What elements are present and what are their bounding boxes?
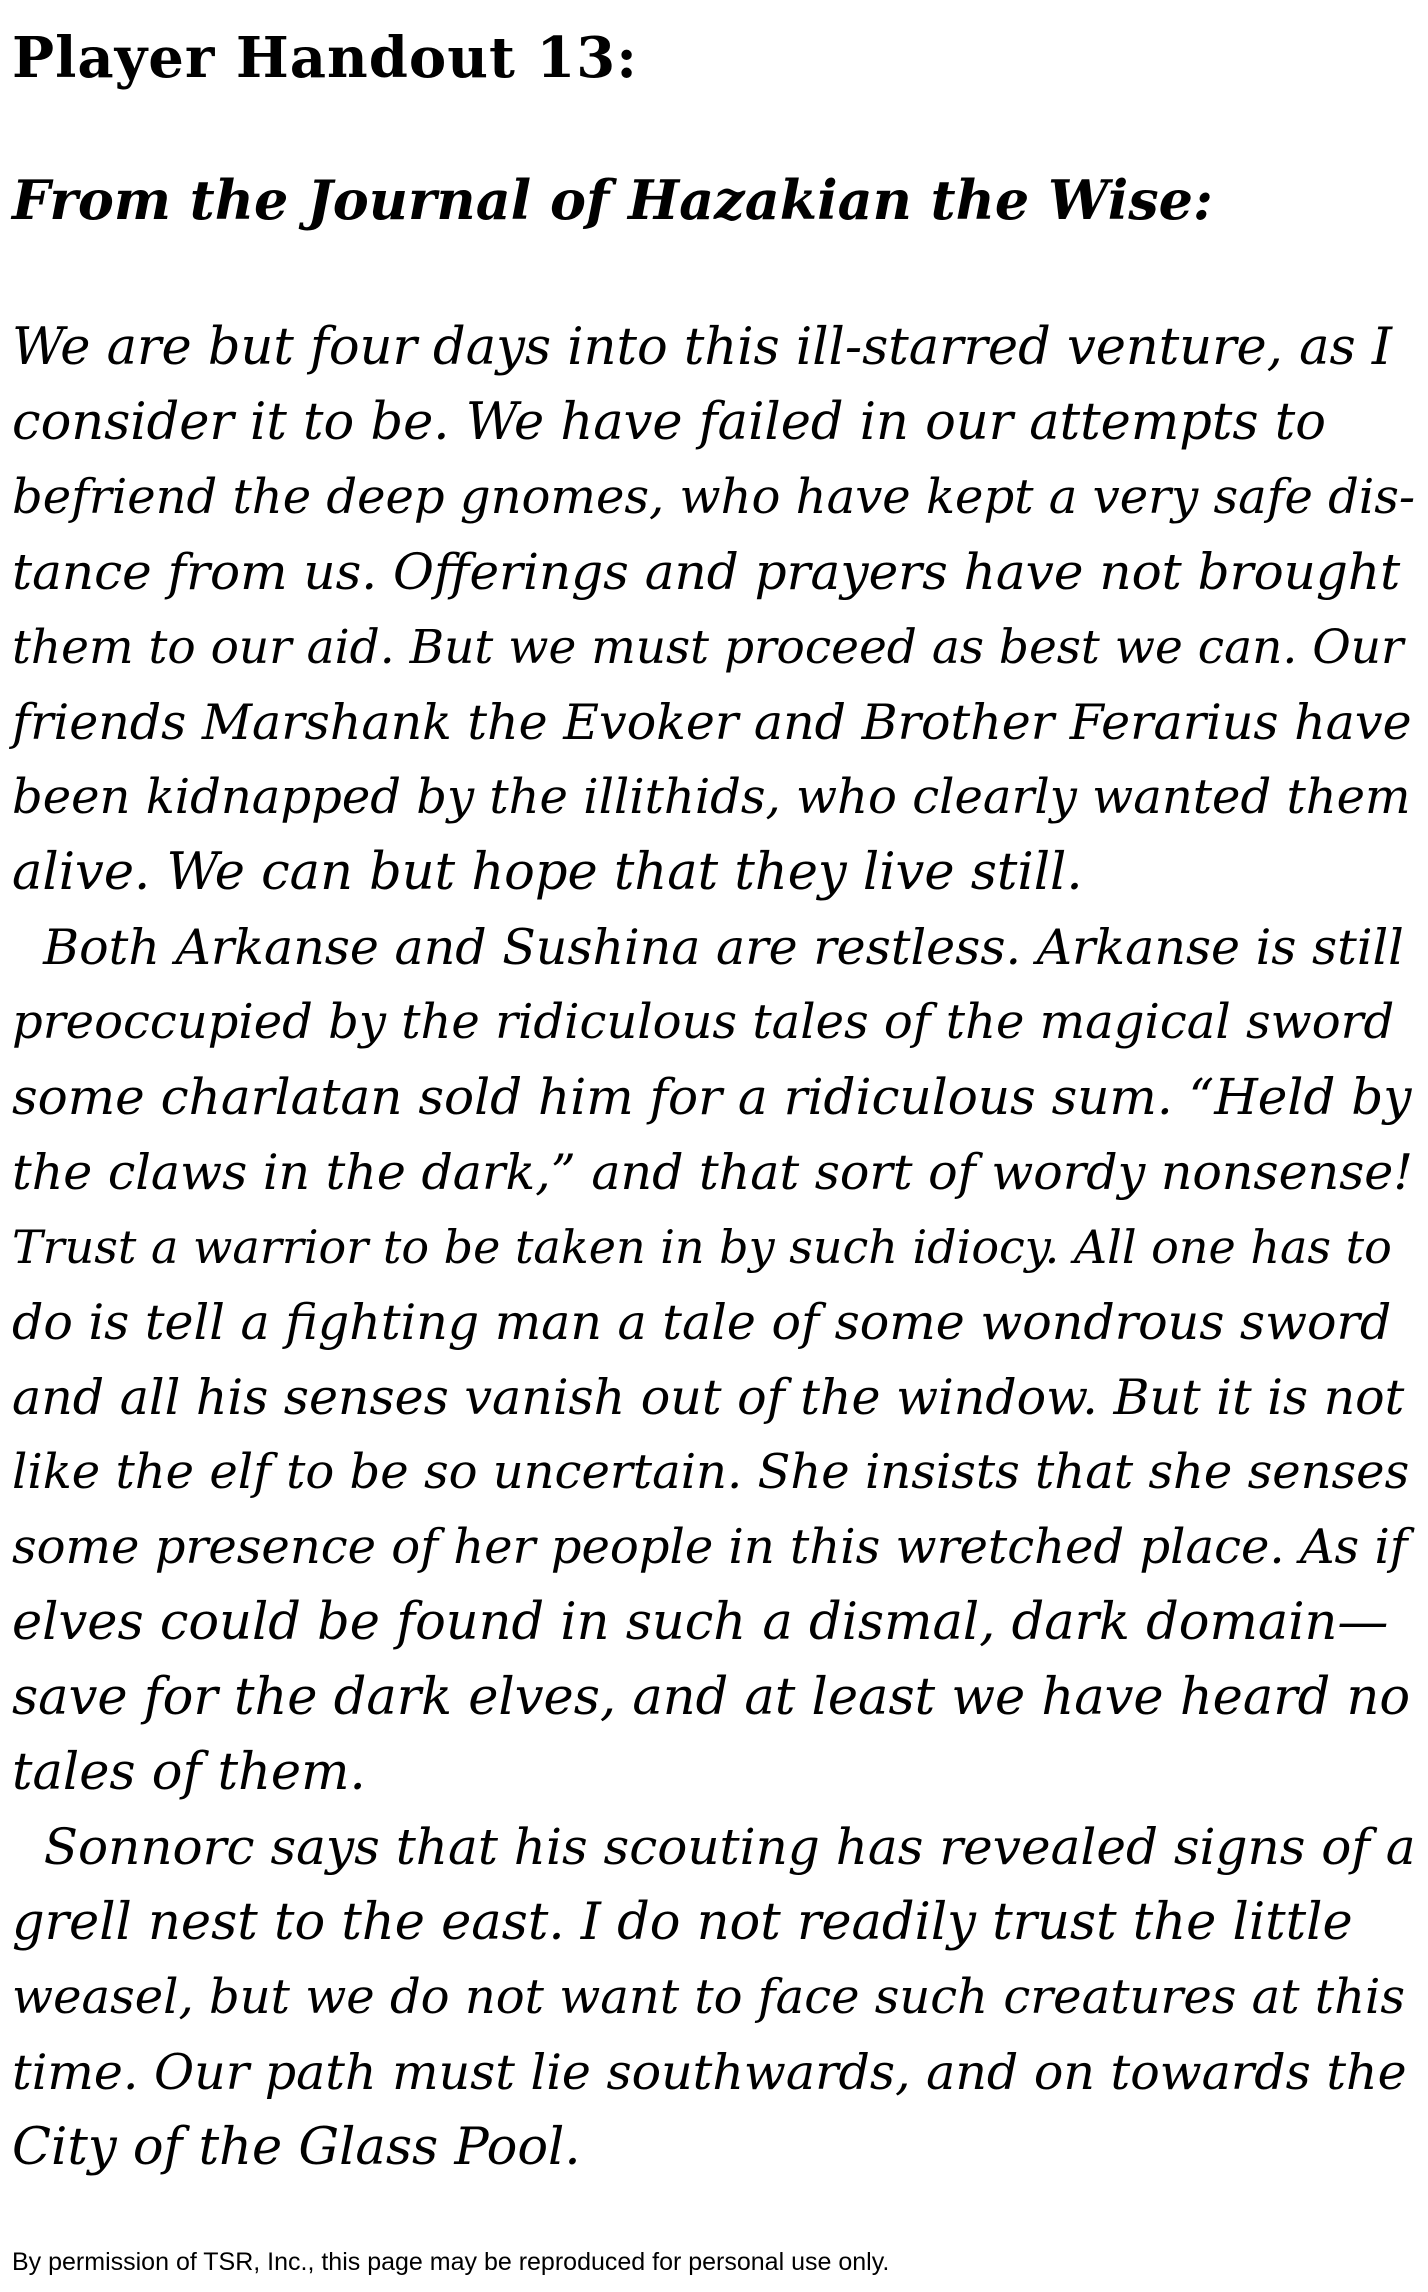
journal-line: the claws in the dark,” and that sort of wordy nonsense! [12, 1144, 1413, 1201]
journal-line: and all his senses vanish out of the window. But it is not [12, 1369, 1405, 1426]
journal-line: befriend the deep gnomes, who have kept a very safe dis- [12, 469, 1416, 525]
journal-line: like the elf to be so uncertain. She insists that she senses [12, 1444, 1410, 1500]
journal-line: We are but four days into this ill-starred venture, as I [12, 318, 1393, 377]
journal-line: tales of them. [12, 1743, 366, 1802]
journal-line: Sonnorc says that his scouting has revealed signs of a [12, 1818, 1416, 1876]
journal-line: tance from us. Offerings and prayers have not brought [12, 543, 1401, 601]
journal-line: elves could be found in such a dismal, dark domain— [12, 1593, 1389, 1652]
journal-line: do is tell a fighting man a tale of some wondrous sword [12, 1294, 1392, 1351]
permission-notice: By permission of TSR, Inc., this page may be reproduced for personal use only. [12, 2248, 890, 2276]
journal-line: consider it to be. We have failed in our attempts to [12, 393, 1326, 452]
handout-title: Player Handout 13: [12, 25, 638, 91]
journal-line: City of the Glass Pool. [12, 2118, 581, 2177]
journal-line: preoccupied by the ridiculous tales of the magical sword [12, 994, 1395, 1050]
journal-line: some presence of her people in this wretched place. As if [12, 1519, 1408, 1575]
journal-line: time. Our path must lie southwards, and on towards the [12, 2044, 1407, 2101]
journal-text [12, 310, 1416, 2185]
journal-line: friends Marshank the Evoker and Brother Ferarius have [12, 694, 1412, 751]
journal-line: Both Arkanse and Sushina are restless. Arkanse is still [12, 919, 1404, 976]
journal-line: grell nest to the east. I do not readily trust the little [12, 1893, 1353, 1952]
journal-line: Trust a warrior to be taken in by such idiocy. All one has to [12, 1220, 1392, 1274]
journal-line: some charlatan sold him for a ridiculous sum. “Held by [12, 1068, 1412, 1126]
journal-line: weasel, but we do not want to face such creatures at this [12, 1969, 1405, 2025]
journal-line: alive. We can but hope that they live still. [12, 843, 1083, 902]
journal-line: save for the dark elves, and at least we have heard no [12, 1668, 1411, 1727]
journal-line: been kidnapped by the illithids, who clearly wanted them [12, 769, 1411, 825]
journal-line: them to our aid. But we must proceed as best we can. Our [12, 620, 1404, 675]
journal-title: From the Journal of Hazakian the Wise: [12, 168, 1213, 232]
